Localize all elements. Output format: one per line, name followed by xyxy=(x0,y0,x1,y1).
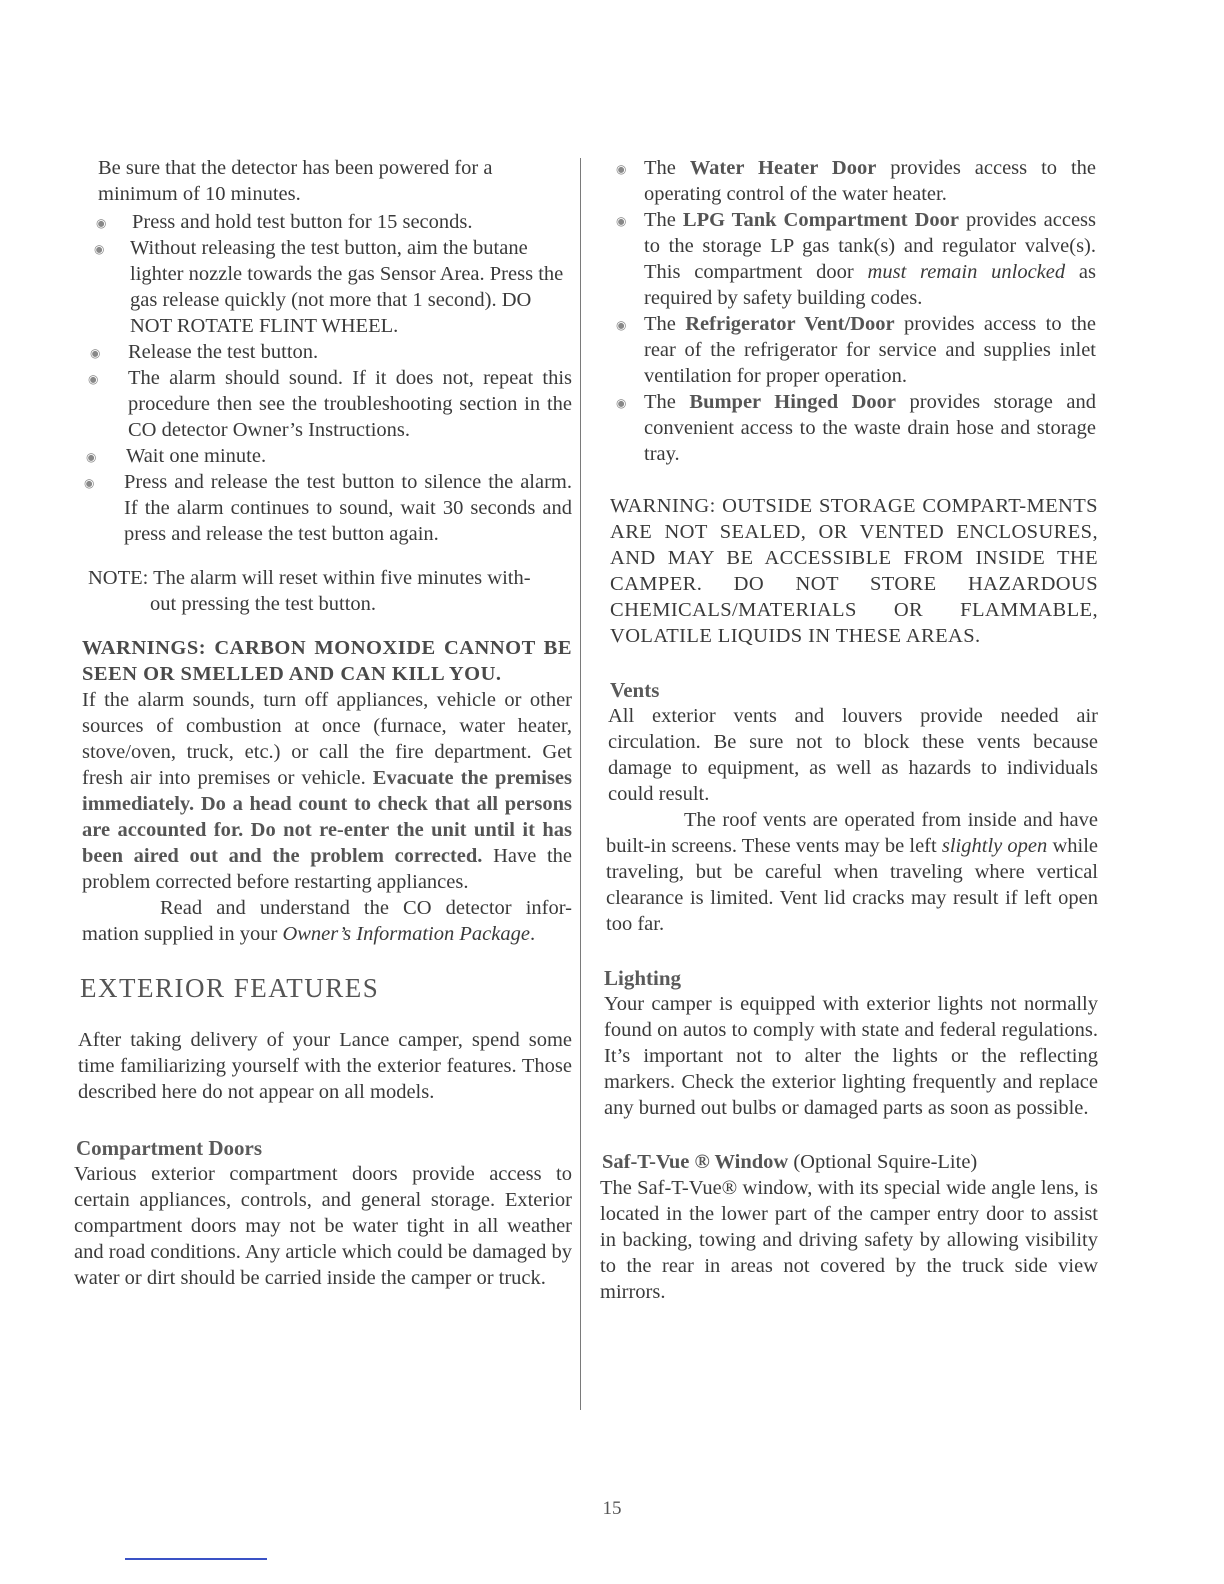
list-item: ◉ The Refrigerator Vent/Door provides access to the rear of the refrigerator for service and supplies inlet ventilation for proper operation. xyxy=(616,313,1096,387)
list-item: ◉ Wait one minute. xyxy=(72,443,572,469)
co-warning-heading: WARNINGS: CARBON MONOXIDE CANNOT BE SEEN OR SMELLED AND CAN KILL YOU. xyxy=(82,637,572,685)
compartment-doors-text: Various exterior compartment doors provide access to certain appliances, controls, and general storage. Exterior compartment doors may not be water tight in all weather and road conditions. Any article which could be damaged by water or dirt should be carried inside the camper or truck. xyxy=(74,1163,572,1289)
compartment-doors-heading: Compartment Doors xyxy=(76,1136,263,1160)
list-item: ◉ The Water Heater Door provides access to the operating control of the water heater. xyxy=(616,157,1096,205)
bullet-icon: ◉ xyxy=(84,476,95,490)
right-column xyxy=(598,155,1098,1305)
left-column xyxy=(72,155,572,1291)
list-item: ◉ Press and release the test button to silence the alarm. If the alarm continues to sound, wait 30 seconds and press and release the test button again. xyxy=(84,471,572,545)
storage-warning: WARNING: OUTSIDE STORAGE COMPART-MENTS ARE NOT SEALED, OR VENTED ENCLOSURES, AND MAY BE ACCESSIBLE FROM INSIDE THE CAMPER. DO NOT STORE HAZARDOUS CHEMICALS/MATERIALS OR FLAMMABLE, VOLATILE LIQUIDS IN THESE AREAS. xyxy=(610,495,1098,647)
bullet-icon: ◉ xyxy=(616,162,627,176)
alarm-note: NOTE: The alarm will reset within five minutes with-out pressing the test button. xyxy=(88,567,531,615)
footer-rule xyxy=(125,1558,267,1560)
column-divider xyxy=(580,158,581,1410)
door-list xyxy=(598,155,1098,467)
list-item: ◉ Without releasing the test button, aim the butane lighter nozzle towards the gas Sensor Area. Press the gas release quickly (not more that 1 second). DO NOT ROTATE FLINT WHEEL. xyxy=(94,237,564,337)
co-test-intro: Be sure that the detector has been powered for a minimum of 10 minutes. xyxy=(98,157,493,205)
vents-text-2: The roof vents are operated from inside and have built-in screens. These vents may be left slightly open while traveling, but be careful when traveling where vertical clearance is limited. Vent lid cracks may result if left open too far. xyxy=(606,809,1098,935)
list-item: ◉ The Bumper Hinged Door provides storage and convenient access to the waste drain hose and storage tray. xyxy=(616,391,1096,465)
bullet-icon: ◉ xyxy=(86,450,97,464)
list-item: ◉ Release the test button. xyxy=(72,339,572,365)
saf-t-vue-text: The Saf-T-Vue® window, with its special wide angle lens, is located in the lower part of the camper entry door to assist in backing, towing and driving safety by allowing visibility to the rear in areas not covered by the truck side view mirrors. xyxy=(600,1177,1098,1303)
lighting-text: Your camper is equipped with exterior lights not normally found on autos to comply with state and federal regulations. It’s important not to alter the lights or the reflecting markers. Check the exterior lighting frequently and replace any burned out bulbs or damaged parts as soon as possible. xyxy=(604,993,1098,1119)
bullet-icon: ◉ xyxy=(96,216,107,230)
co-test-steps xyxy=(72,209,572,547)
bullet-icon: ◉ xyxy=(88,372,99,386)
lighting-heading: Lighting xyxy=(604,966,682,990)
exterior-intro: After taking delivery of your Lance camper, spend some time familiarizing yourself with the exterior features. Those described here do not appear on all models. xyxy=(78,1029,572,1103)
bullet-icon: ◉ xyxy=(616,214,627,228)
co-info-text: Read and understand the CO detector infor-mation supplied in your Owner’s Information Package. xyxy=(82,897,572,945)
saf-t-vue-heading: Saf-T-Vue ® Window (Optional Squire-Lite) xyxy=(602,1151,978,1173)
co-warning-text: If the alarm sounds, turn off appliances, vehicle or other sources of combustion at once (furnace, water heater, stove/oven, truck, etc.) or call the fire department. Get fresh air into premises or vehicle. Evacuate the premises immediately. Do a head count to check that all persons are accounted for. Do not re-enter the unit until it has been aired out and the problem corrected. Have the problem corrected before restarting appliances. xyxy=(82,689,573,893)
bullet-icon: ◉ xyxy=(616,318,627,332)
vents-text-1: All exterior vents and louvers provide needed air circulation. Be sure not to block these vents because damage to equipment, as well as hazards to individuals could result. xyxy=(608,705,1098,805)
bullet-icon: ◉ xyxy=(616,396,627,410)
list-item: ◉ The LPG Tank Compartment Door provides access to the storage LP gas tank(s) and regulator valve(s). This compartment door must remain unlocked as required by safety building codes. xyxy=(616,209,1097,309)
section-title: EXTERIOR FEATURES xyxy=(80,973,380,1003)
bullet-icon: ◉ xyxy=(90,346,101,360)
vents-heading: Vents xyxy=(610,678,660,702)
bullet-icon: ◉ xyxy=(94,242,105,256)
list-item: ◉ Press and hold test button for 15 seconds. xyxy=(72,209,572,235)
page-number: 15 xyxy=(602,1498,622,1519)
list-item: ◉ The alarm should sound. If it does not, repeat this procedure then see the troubleshooting section in the CO detector Owner’s Instructions. xyxy=(88,367,572,441)
